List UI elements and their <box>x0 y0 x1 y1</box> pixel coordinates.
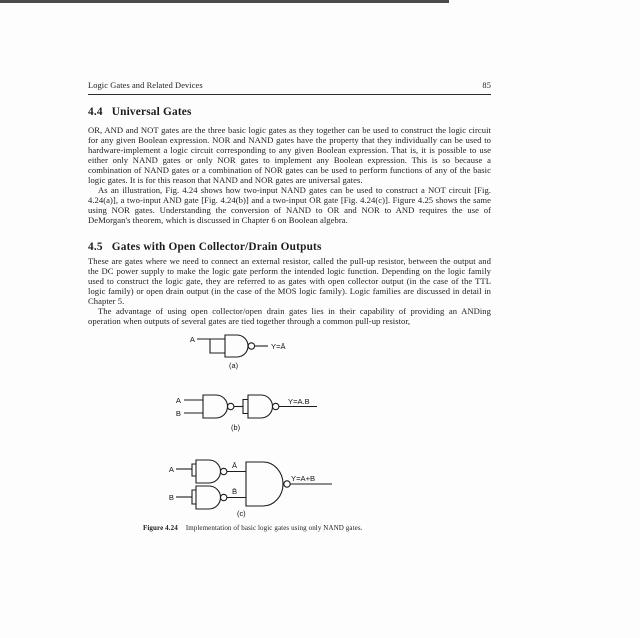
paragraph: The advantage of using open collector/open drain gates lies in their capability of providing an ANDing operation when outputs of several gates are tied together through a common pull-up resistor, <box>88 306 491 326</box>
input-label-a: A <box>189 335 195 344</box>
inverter-bubble <box>273 403 279 409</box>
output-label: Y=A.B <box>288 397 310 406</box>
inverter-bubble <box>284 481 290 487</box>
subfigure-label-c: (c) <box>237 509 246 518</box>
running-head-title: Logic Gates and Related Devices <box>88 81 203 90</box>
nand-gate-shape <box>203 395 228 418</box>
nand-gate-shape <box>225 335 248 357</box>
figure-caption-text: Implementation of basic logic gates using only NAND gates. <box>185 524 363 532</box>
page-number: 85 <box>482 81 491 90</box>
input-label-a: A <box>168 465 174 474</box>
figure-caption <box>143 524 483 532</box>
output-label: Y=Ā <box>271 342 286 351</box>
wire <box>192 464 196 476</box>
subfigure-label-a: (a) <box>229 361 239 370</box>
subfigure-b-and-gate <box>176 395 317 432</box>
nand-gate-shape <box>248 395 273 418</box>
wire <box>192 490 196 504</box>
subfigure-c-or-gate <box>169 460 332 518</box>
input-label-a: A <box>175 396 181 405</box>
section-number: 4.4 <box>88 106 103 118</box>
input-label-b: B <box>168 493 174 502</box>
intermediate-label-not-a: Ā <box>232 461 238 470</box>
paragraph: OR, AND and NOT gates are the three basic logic gates as they together can be used to construct the logic circuit for any given Boolean expression. NOR and NAND gates have the property that they individually can be used to hardware-implement a logic circuit corresponding to any given Boolean expression. That is, it is possible to use either only NAND gates or only NOR gates to implement any Boolean expression. This is so because a combination of NAND gates or a combination of NOR gates can be used to perform functions of any of the basic logic gates. It is for this reason that NAND and NOR gates are universal gates. <box>88 125 491 185</box>
nand-gate-shape <box>196 460 221 483</box>
intermediate-label-not-b: B̄ <box>232 487 238 496</box>
inverter-bubble <box>221 468 227 474</box>
nand-gate-shape <box>196 486 221 509</box>
inverter-bubble <box>228 403 234 409</box>
section-number: 4.5 <box>88 241 103 253</box>
subfigure-a-not-circuit <box>190 335 287 370</box>
output-label: Y=A+B <box>291 474 316 483</box>
input-label-b: B <box>175 409 181 418</box>
nand-gate-shape <box>246 462 283 506</box>
wire <box>210 339 225 353</box>
subfigure-label-b: (b) <box>231 423 241 432</box>
paragraph: These are gates where we need to connect an external resistor, called the pull-up resistor, between the output and the DC power supply to make the logic gate perform the intended logic function. Depending on the logic family used to construct the logic gate, they are referred to as gates with open collector output (in the case of the TTL logic family) or open drain output (in the case of the MOS logic family). Logic families are discussed in detail in Chapter 5. <box>88 256 491 306</box>
wire <box>243 400 248 414</box>
section-title: Gates with Open Collector/Drain Outputs <box>111 241 322 253</box>
inverter-bubble <box>248 343 254 349</box>
section-title: Universal Gates <box>111 106 192 118</box>
figure-caption-label: Figure 4.24 <box>143 524 178 532</box>
paragraph: As an illustration, Fig. 4.24 shows how two-input NAND gates can be used to construct a NOT circuit [Fig. 4.24(a)], a two-input AND gate [Fig. 4.24(b)] and a two-input OR gate [Fig. 4.24(c)]. Figure 4.25 shows the same using NOR gates. Understanding the conversion of NAND to OR and NOR to AND requires the use of DeMorgan's theorem, which is discussed in Chapter 6 on Boolean algebra. <box>88 185 491 225</box>
inverter-bubble <box>221 494 227 500</box>
